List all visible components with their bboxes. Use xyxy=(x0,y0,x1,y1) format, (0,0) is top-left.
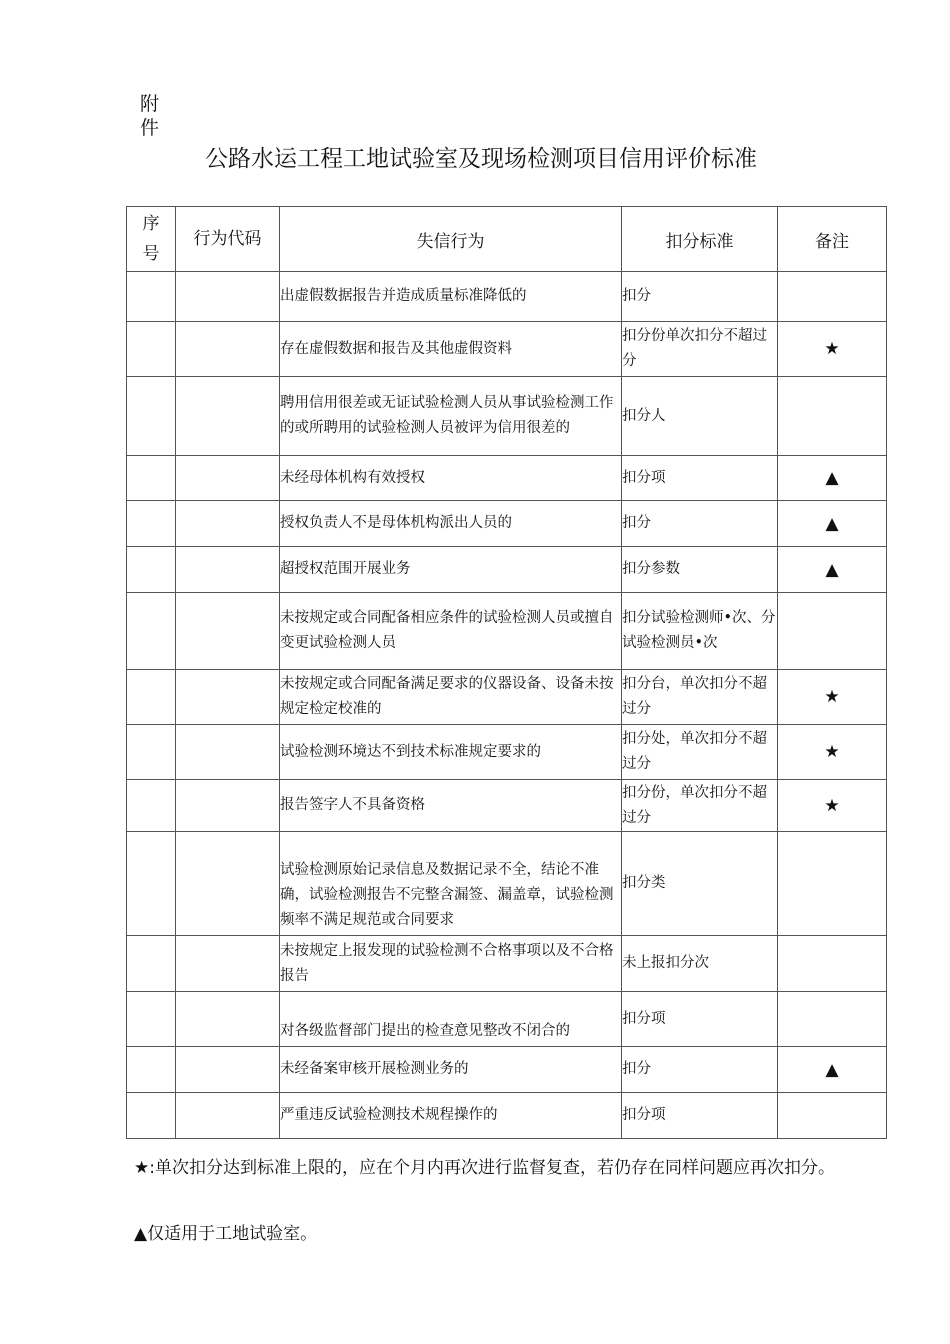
table-row xyxy=(127,832,887,936)
seq-cell xyxy=(127,1047,176,1093)
seq-cell xyxy=(127,377,176,456)
deduct-cell: 扣分项 xyxy=(622,1093,778,1139)
code-cell xyxy=(176,456,280,501)
code-cell xyxy=(176,547,280,593)
deduct-cell: 扣分人 xyxy=(622,377,778,456)
table-row xyxy=(127,780,887,832)
note-cell: ▲ xyxy=(778,547,887,593)
behavior-cell: 出虚假数据报告并造成质量标准降低的 xyxy=(280,272,622,322)
seq-cell xyxy=(127,456,176,501)
code-cell xyxy=(176,501,280,547)
behavior-cell: 超授权范围开展业务 xyxy=(280,547,622,593)
note-cell xyxy=(778,1093,887,1139)
code-cell xyxy=(176,377,280,456)
seq-cell xyxy=(127,547,176,593)
deduct-cell: 扣分 xyxy=(622,272,778,322)
behavior-cell: 试验检测原始记录信息及数据记录不全，结论不准确，试验检测报告不完整含漏签、漏盖章，试验检测频率不满足规范或合同要求 xyxy=(280,832,622,936)
table-row xyxy=(127,670,887,725)
table-row xyxy=(127,992,887,1047)
table-row xyxy=(127,936,887,992)
seq-cell xyxy=(127,780,176,832)
behavior-cell: 未按规定或合同配备满足要求的仪器设备、设备未按规定检定校准的 xyxy=(280,670,622,725)
header-seq: 序号 xyxy=(127,207,176,272)
behavior-cell: 未经备案审核开展检测业务的 xyxy=(280,1047,622,1093)
seq-cell xyxy=(127,670,176,725)
deduct-cell: 扣分试验检测师•次、分试验检测员•次 xyxy=(622,593,778,670)
code-cell xyxy=(176,1047,280,1093)
deduct-cell: 扣分参数 xyxy=(622,547,778,593)
deduct-cell: 扣分份单次扣分不超过分 xyxy=(622,322,778,377)
note-cell: ★ xyxy=(778,670,887,725)
code-cell xyxy=(176,832,280,936)
behavior-cell: 报告签字人不具备资格 xyxy=(280,780,622,832)
code-cell xyxy=(176,992,280,1047)
note-cell xyxy=(778,593,887,670)
seq-cell xyxy=(127,272,176,322)
seq-cell xyxy=(127,501,176,547)
table-row xyxy=(127,547,887,593)
attachment-label: 附件 xyxy=(140,93,160,139)
behavior-cell: 试验检测环境达不到技术标准规定要求的 xyxy=(280,725,622,780)
note-cell: ★ xyxy=(778,725,887,780)
table-row xyxy=(127,272,887,322)
deduct-cell: 扣分份，单次扣分不超过分 xyxy=(622,780,778,832)
table-row xyxy=(127,1047,887,1093)
seq-cell xyxy=(127,725,176,780)
table-header-row xyxy=(127,207,887,272)
behavior-cell: 未按规定上报发现的试验检测不合格事项以及不合格报告 xyxy=(280,936,622,992)
table-row xyxy=(127,593,887,670)
deduct-cell: 扣分 xyxy=(622,501,778,547)
seq-cell xyxy=(127,936,176,992)
code-cell xyxy=(176,670,280,725)
deduct-cell: 扣分项 xyxy=(622,992,778,1047)
seq-cell xyxy=(127,832,176,936)
seq-cell xyxy=(127,322,176,377)
note-cell xyxy=(778,272,887,322)
code-cell xyxy=(176,272,280,322)
note-cell xyxy=(778,992,887,1047)
header-behavior: 失信行为 xyxy=(280,207,622,272)
behavior-cell: 存在虚假数据和报告及其他虚假资料 xyxy=(280,322,622,377)
deduct-cell: 扣分台，单次扣分不超过分 xyxy=(622,670,778,725)
deduct-cell: 扣分 xyxy=(622,1047,778,1093)
note-cell: ▲ xyxy=(778,456,887,501)
table-row xyxy=(127,501,887,547)
footnote-star: ★:单次扣分达到标准上限的，应在个月内再次进行监督复查，若仍存在同样问题应再次扣分。 xyxy=(134,1158,835,1178)
page-title: 公路水运工程工地试验室及现场检测项目信用评价标准 xyxy=(205,146,757,172)
table-row xyxy=(127,377,887,456)
note-cell: ★ xyxy=(778,322,887,377)
table-row xyxy=(127,456,887,501)
code-cell xyxy=(176,322,280,377)
code-cell xyxy=(176,780,280,832)
code-cell xyxy=(176,1093,280,1139)
note-cell: ★ xyxy=(778,780,887,832)
note-cell xyxy=(778,936,887,992)
note-cell xyxy=(778,377,887,456)
deduct-cell: 扣分项 xyxy=(622,456,778,501)
table-row xyxy=(127,1093,887,1139)
behavior-cell: 未按规定或合同配备相应条件的试验检测人员或擅自变更试验检测人员 xyxy=(280,593,622,670)
seq-cell xyxy=(127,1093,176,1139)
seq-cell xyxy=(127,992,176,1047)
seq-cell xyxy=(127,593,176,670)
footnote-triangle: ▲仅适用于工地试验室。 xyxy=(134,1224,318,1244)
header-note: 备注 xyxy=(778,207,887,272)
deduct-cell: 未上报扣分次 xyxy=(622,936,778,992)
code-cell xyxy=(176,936,280,992)
code-cell xyxy=(176,593,280,670)
code-cell xyxy=(176,725,280,780)
header-deduct: 扣分标准 xyxy=(622,207,778,272)
behavior-cell: 聘用信用很差或无证试验检测人员从事试验检测工作的或所聘用的试验检测人员被评为信用很差的 xyxy=(280,377,622,456)
deduct-cell: 扣分处，单次扣分不超过分 xyxy=(622,725,778,780)
table-row xyxy=(127,322,887,377)
note-cell: ▲ xyxy=(778,1047,887,1093)
behavior-cell: 对各级监督部门提出的检查意见整改不闭合的 xyxy=(280,992,622,1047)
table-row xyxy=(127,725,887,780)
header-code: 行为代码 xyxy=(176,207,280,272)
note-cell: ▲ xyxy=(778,501,887,547)
deduct-cell: 扣分类 xyxy=(622,832,778,936)
behavior-cell: 严重违反试验检测技术规程操作的 xyxy=(280,1093,622,1139)
behavior-cell: 授权负责人不是母体机构派出人员的 xyxy=(280,501,622,547)
behavior-cell: 未经母体机构有效授权 xyxy=(280,456,622,501)
note-cell xyxy=(778,832,887,936)
credit-evaluation-table xyxy=(126,206,887,1139)
